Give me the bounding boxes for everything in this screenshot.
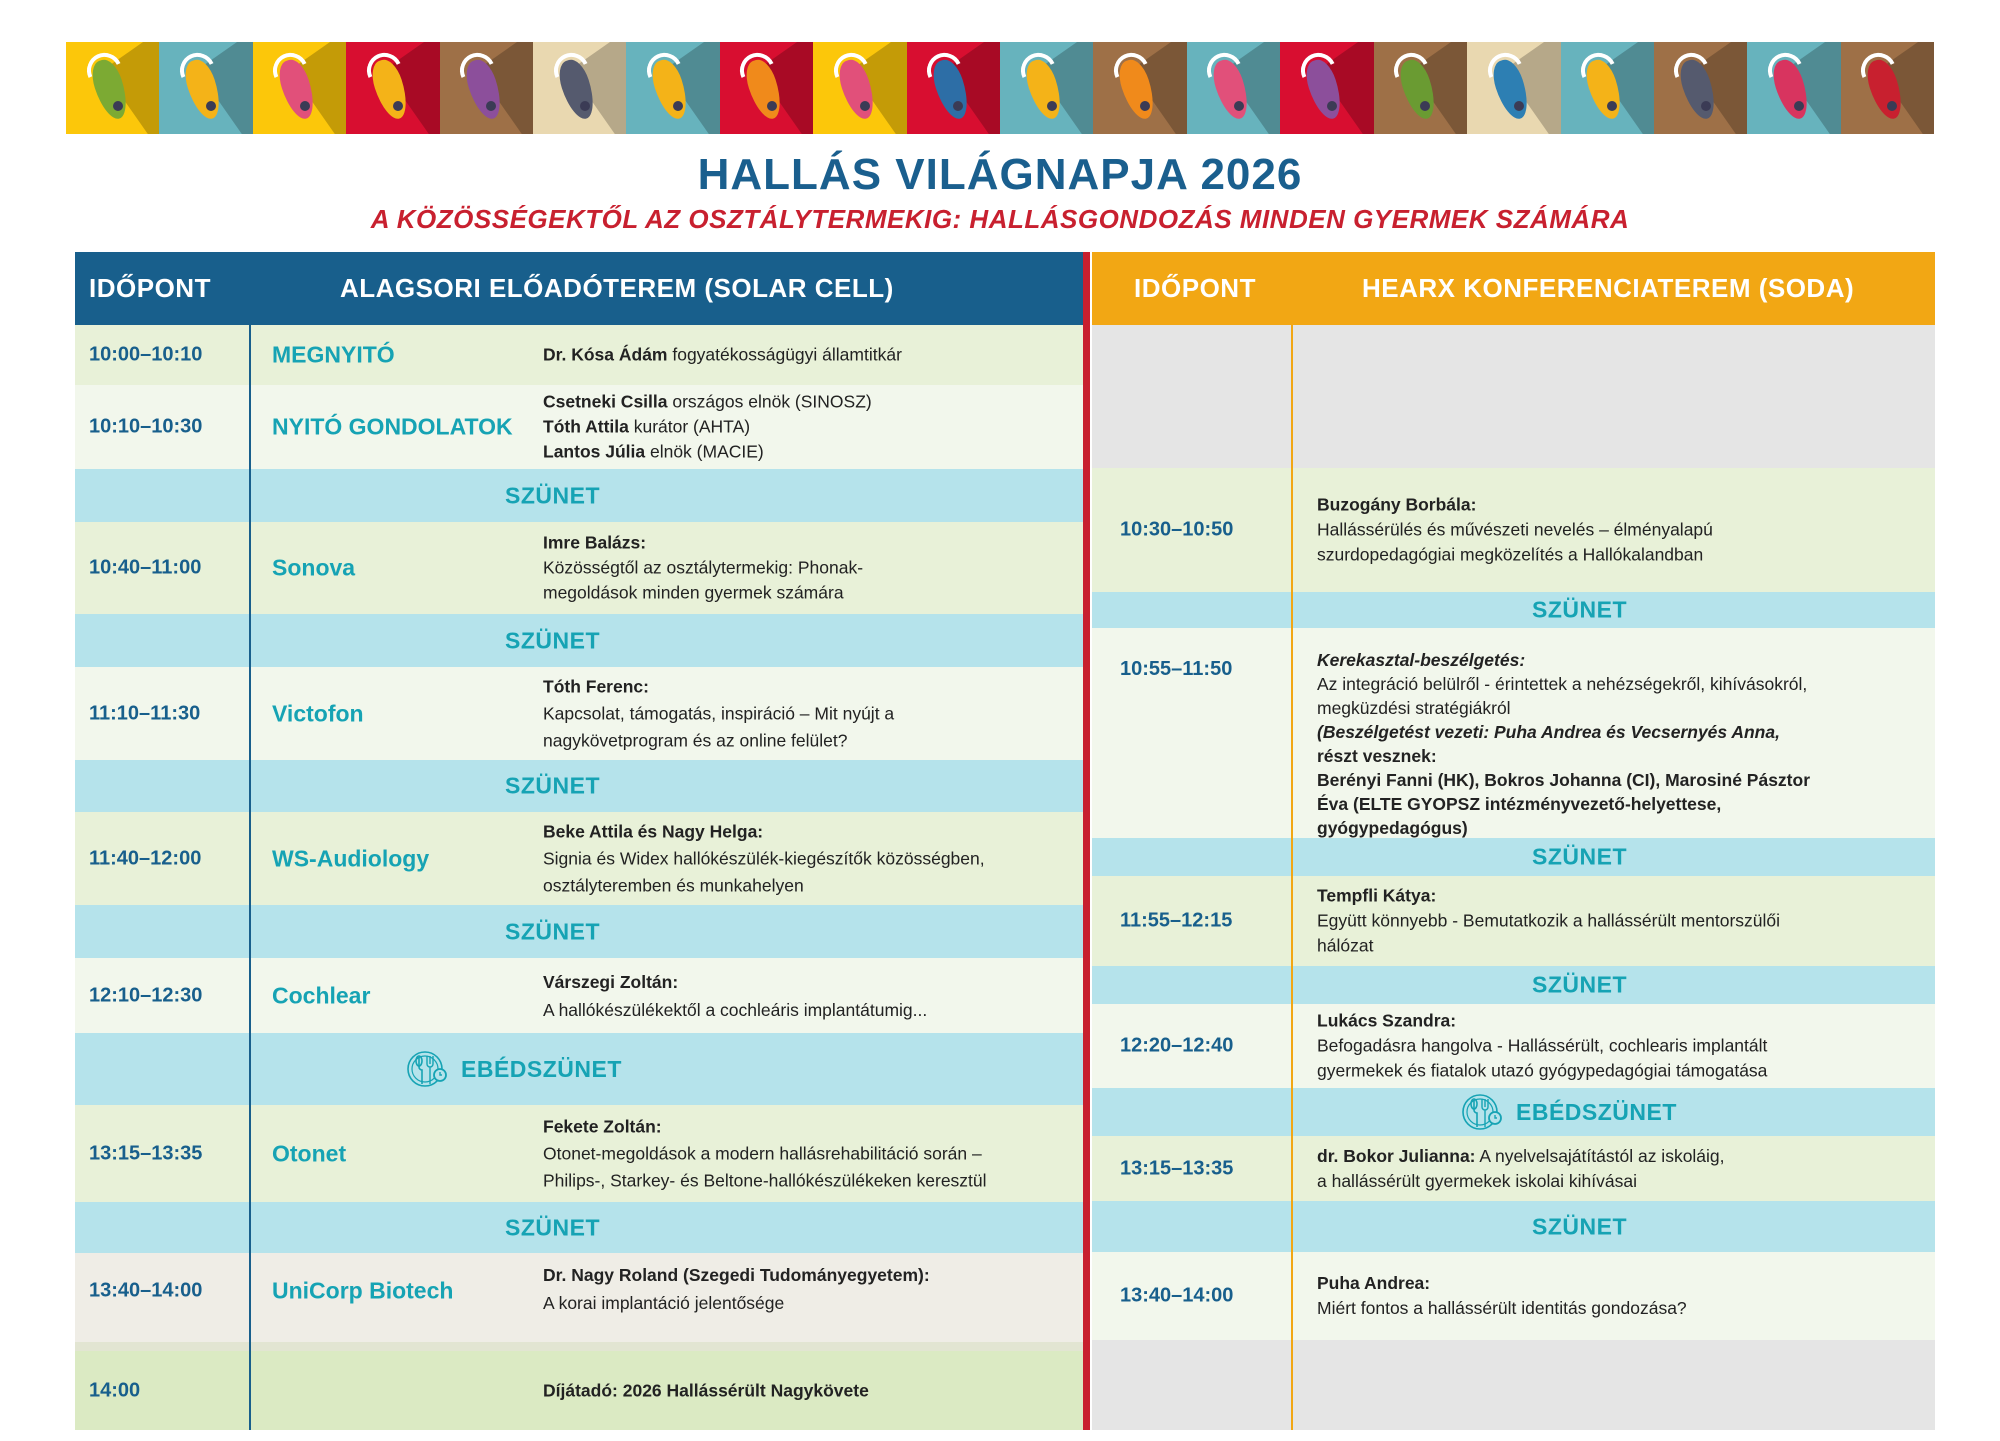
banner-tile — [1654, 42, 1747, 134]
talk-title-line: Miért fontos a hallássérült identitás gondozása? — [1317, 1298, 1687, 1318]
speaker-role: fogyatékosságügyi államtitkár — [667, 344, 902, 365]
row-sponsor: UniCorp Biotech — [272, 1277, 454, 1304]
lunch-break-label: EBÉDSZÜNET — [461, 1055, 622, 1082]
participants-line: Berényi Fanni (HK), Bokros Johanna (CI), Marosiné Pásztor — [1317, 770, 1810, 790]
row-sponsor: Victofon — [272, 700, 364, 726]
banner-tile — [440, 42, 533, 134]
speaker-name: Buzogány Borbála: — [1317, 494, 1477, 515]
banner-tile — [1000, 42, 1093, 134]
hearing-aid-button-icon — [393, 101, 403, 111]
column-divider — [1291, 325, 1293, 1430]
banner-tile — [1841, 42, 1934, 134]
speaker-role: elnök (MACIE) — [645, 441, 764, 462]
table-row — [1092, 1252, 1935, 1340]
row-details — [543, 343, 1078, 368]
banner-tile — [159, 42, 252, 134]
row-details — [1317, 1144, 1927, 1194]
row-sponsor: NYITÓ GONDOLATOK — [272, 413, 513, 440]
row-time: 11:40–12:00 — [89, 847, 202, 869]
break-row — [1092, 592, 1935, 628]
row-time: 10:10–10:30 — [89, 415, 203, 438]
hearing-aid-button-icon — [1327, 101, 1337, 111]
break-row — [1092, 966, 1935, 1004]
break-label: SZÜNET — [505, 1214, 600, 1240]
panel-title: Kerekasztal-beszélgetés: — [1317, 650, 1526, 670]
row-separator — [75, 1342, 1085, 1351]
banner-tile — [1467, 42, 1560, 134]
talk-title-line: Hallássérülés és művészeti nevelés – élményalapú — [1317, 519, 1713, 540]
participants-line: gyógypedagógus) — [1317, 818, 1468, 838]
speaker-name: Dr. Kósa Ádám — [543, 344, 668, 365]
table-row — [75, 325, 1085, 385]
talk-title-line: Philips-, Starkey- és Beltone-hallókészülékeken keresztül — [543, 1170, 987, 1190]
talk-title-line: szurdopedagógiai megközelítés a Hallókalandban — [1317, 544, 1704, 565]
table-row — [75, 1253, 1085, 1342]
row-details — [1317, 1271, 1927, 1321]
hearing-aid-button-icon — [206, 101, 216, 111]
break-label: SZÜNET — [505, 918, 600, 944]
speaker-name: Várszegi Zoltán: — [543, 971, 679, 992]
talk-title-line: A korai implantáció jelentősége — [543, 1293, 785, 1313]
row-time: 13:40–14:00 — [89, 1279, 203, 1302]
hearing-aid-button-icon — [1794, 101, 1804, 111]
talk-title-line: osztályteremben és munkahelyen — [543, 875, 804, 895]
hearing-aid-button-icon — [1701, 101, 1711, 111]
speaker-name: Lukács Szandra: — [1317, 1010, 1457, 1031]
banner-tile — [1561, 42, 1654, 134]
banner-tile — [1747, 42, 1840, 134]
speaker-name: Fekete Zoltán: — [543, 1116, 662, 1136]
speaker-name: Beke Attila és Nagy Helga: — [543, 821, 764, 841]
table-row — [75, 1105, 1085, 1202]
lunch-break-label: EBÉDSZÜNET — [1516, 1098, 1677, 1125]
banner-tile — [813, 42, 906, 134]
banner-tile — [1280, 42, 1373, 134]
hearing-aid-button-icon — [1047, 101, 1057, 111]
row-time: 11:10–11:30 — [89, 702, 201, 724]
table-row — [75, 385, 1085, 469]
row-time: 10:40–11:00 — [89, 556, 202, 579]
break-label: SZÜNET — [505, 627, 600, 653]
speaker-name: dr. Bokor Julianna: — [1317, 1145, 1476, 1166]
banner-tile — [1093, 42, 1186, 134]
row-time: 13:15–13:35 — [89, 1142, 203, 1164]
row-details — [543, 1378, 1078, 1403]
row-sponsor: Otonet — [272, 1140, 347, 1166]
talk-title-line: a hallássérült gyermekek iskolai kihívásai — [1317, 1170, 1637, 1191]
schedule-table-soda — [1092, 252, 1935, 1430]
row-time: 11:55–12:15 — [1120, 909, 1233, 932]
talk-title-line: Befogadásra hangolva - Hallássérült, cochlearis implantált — [1317, 1035, 1768, 1056]
empty-row — [1092, 1340, 1935, 1430]
talk-title-line: gyermekek és fiatalok utazó gyógypedagógiai támogatása — [1317, 1060, 1768, 1081]
award-ceremony-label: Díjátadó: 2026 Hallássérült Nagykövete — [543, 1380, 869, 1400]
hearing-aid-button-icon — [1140, 101, 1150, 111]
break-label: SZÜNET — [505, 482, 600, 508]
row-sponsor: Cochlear — [272, 982, 371, 1008]
lunch-plate-clock-icon — [1460, 1090, 1504, 1134]
banner-tile — [346, 42, 439, 134]
speaker-name: Tóth Attila — [543, 416, 629, 437]
row-sponsor: MEGNYITÓ — [272, 341, 395, 368]
row-details — [1317, 1009, 1927, 1084]
row-details — [543, 818, 1078, 899]
row-time: 12:20–12:40 — [1120, 1034, 1234, 1057]
hearing-aid-button-icon — [1514, 101, 1524, 111]
schedule-table-solar-cell — [75, 252, 1085, 1430]
break-row — [1092, 1201, 1935, 1252]
break-row — [75, 905, 1085, 958]
speaker-name: Puha Andrea: — [1317, 1273, 1431, 1293]
lunch-break-row — [1092, 1088, 1935, 1136]
row-details — [543, 390, 1078, 465]
header-room-label: HEARX KONFERENCIATEREM (SODA) — [1362, 273, 1855, 303]
talk-title-line: megküzdési stratégiákról — [1317, 698, 1511, 718]
talk-title-line: megoldások minden gyermek számára — [543, 582, 844, 603]
break-label: SZÜNET — [1532, 1213, 1627, 1239]
banner-tile — [720, 42, 813, 134]
row-details — [543, 673, 1078, 754]
empty-row — [1092, 325, 1935, 468]
speaker-role: országos elnök (SINOSZ) — [667, 391, 872, 412]
header-room-label: ALAGSORI ELŐADÓTEREM (SOLAR CELL) — [340, 273, 894, 303]
table-row — [1092, 1136, 1935, 1201]
talk-title-line: nagykövetprogram és az online felület? — [543, 730, 848, 750]
speaker-name: Lantos Júlia — [543, 441, 646, 462]
table-row — [75, 812, 1085, 905]
banner-tile — [1187, 42, 1280, 134]
break-row — [1092, 838, 1935, 876]
hearing-aid-button-icon — [860, 101, 870, 111]
lunch-plate-clock-icon — [405, 1047, 449, 1091]
hearing-aid-button-icon — [300, 101, 310, 111]
moderators: (Beszélgetést vezeti: Puha Andrea és Vecsernyés Anna, — [1317, 722, 1780, 742]
break-label: SZÜNET — [505, 772, 600, 799]
row-time: 10:00–10:10 — [89, 343, 203, 366]
talk-title-line: hálózat — [1317, 935, 1374, 956]
hearing-aid-button-icon — [1234, 101, 1244, 111]
talk-title-line: Együtt könnyebb - Bemutatkozik a hallássérült mentorszülői — [1317, 910, 1781, 931]
table-row — [75, 522, 1085, 614]
speaker-name: Dr. Nagy Roland (Szegedi Tudományegyetem): — [543, 1265, 930, 1285]
break-row — [75, 469, 1085, 522]
row-details — [543, 1113, 1083, 1194]
row-details — [1317, 648, 1927, 840]
speaker-name: Tempfli Kátya: — [1317, 885, 1437, 906]
lunch-break — [1460, 1090, 1677, 1134]
row-details — [1317, 493, 1927, 568]
hearing-aid-button-icon — [767, 101, 777, 111]
speaker-name: Imre Balázs: — [543, 532, 647, 553]
break-label: SZÜNET — [1532, 971, 1627, 998]
break-label: SZÜNET — [1532, 843, 1627, 870]
table-row — [1092, 1004, 1935, 1088]
table-row — [75, 958, 1085, 1033]
banner-tile — [253, 42, 346, 134]
row-sponsor: Sonova — [272, 554, 356, 581]
table-row — [75, 667, 1085, 760]
talk-title-line: Kapcsolat, támogatás, inspiráció – Mit nyújt a — [543, 703, 895, 723]
page-subtitle: A KÖZÖSSÉGEKTŐL AZ OSZTÁLYTERMEKIG: HALLÁSGONDOZÁS MINDEN GYERMEK SZÁMÁRA — [370, 204, 1630, 234]
break-row — [75, 1202, 1085, 1253]
participants-line: részt vesznek: — [1317, 746, 1437, 766]
row-details — [543, 1261, 1078, 1317]
break-label: SZÜNET — [1532, 596, 1627, 623]
talk-title-line: A hallókészülékektől a cochleáris implantátumig... — [543, 999, 928, 1020]
lunch-break — [405, 1047, 622, 1091]
banner-tile — [533, 42, 626, 134]
banner-tile — [1374, 42, 1467, 134]
room-divider — [1083, 252, 1090, 1430]
banner-tile — [66, 42, 159, 134]
column-divider — [249, 325, 251, 1430]
talk-title-line: Otonet-megoldások a modern hallásrehabilitáció során – — [543, 1143, 982, 1163]
participants-line: Éva (ELTE GYOPSZ intézményvezető-helyettese, — [1317, 794, 1722, 814]
talk-title-line: Közösségtől az osztálytermekig: Phonak- — [543, 557, 864, 578]
page-title: HALLÁS VILÁGNAPJA 2026 — [697, 150, 1303, 199]
break-row — [75, 614, 1085, 667]
hearing-aid-banner — [66, 42, 1934, 134]
talk-title-line: Signia és Widex hallókészülék-kiegészítők közösségben, — [543, 848, 985, 868]
row-time: 10:30–10:50 — [1120, 518, 1234, 541]
row-details — [543, 531, 1078, 606]
header-time-label: IDŐPONT — [89, 273, 211, 303]
row-time: 14:00 — [89, 1379, 141, 1401]
hearing-aid-button-icon — [673, 101, 683, 111]
row-time: 10:55–11:50 — [1120, 658, 1233, 680]
table-row — [1092, 628, 1935, 838]
row-details — [1317, 884, 1927, 959]
speaker-name: Tóth Ferenc: — [543, 676, 649, 696]
lunch-break-row — [75, 1033, 1085, 1105]
talk-title-line: Az integráció belülről - érintettek a nehézségekről, kihívásokról, — [1317, 674, 1808, 694]
table-row — [1092, 468, 1935, 592]
speaker-role: kurátor (AHTA) — [628, 416, 751, 437]
row-details — [543, 968, 1078, 1024]
table-header-left — [75, 252, 1085, 325]
table-row — [1092, 876, 1935, 966]
row-time: 13:15–13:35 — [1120, 1157, 1234, 1179]
row-time: 12:10–12:30 — [89, 984, 203, 1006]
speaker-name: Csetneki Csilla — [543, 391, 668, 412]
row-sponsor: WS-Audiology — [272, 845, 430, 871]
talk-title-line: A nyelvelsajátítástól az iskoláig, — [1475, 1145, 1725, 1166]
break-row — [75, 760, 1085, 812]
banner-tile — [907, 42, 1000, 134]
banner-tile — [626, 42, 719, 134]
table-row — [75, 1351, 1085, 1430]
table-header-right — [1092, 252, 1935, 325]
hearing-aid-button-icon — [580, 101, 590, 111]
row-time: 13:40–14:00 — [1120, 1284, 1234, 1307]
hearing-aid-button-icon — [113, 101, 123, 111]
header-time-label: IDŐPONT — [1134, 273, 1256, 303]
